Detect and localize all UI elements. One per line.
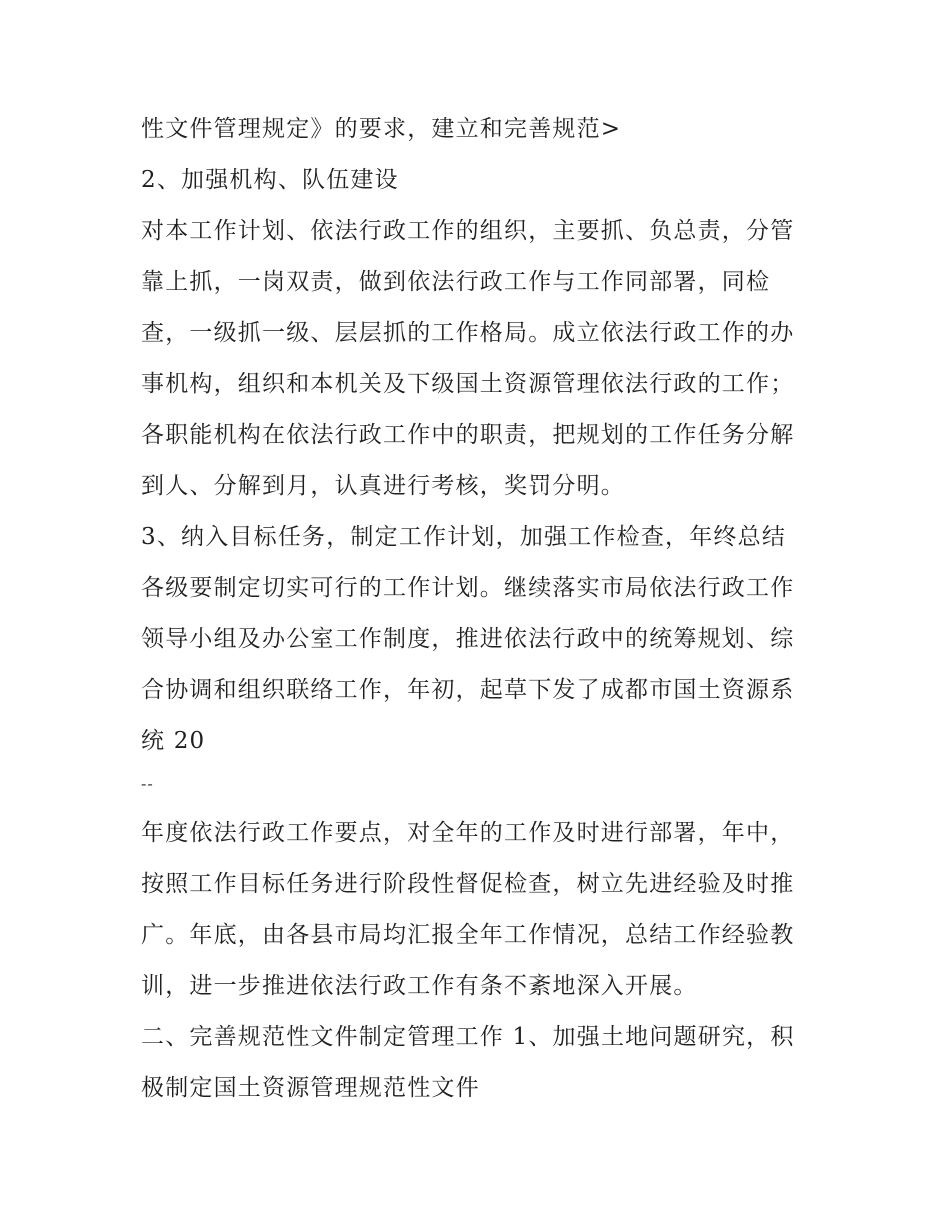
text-line: 性文件管理规定》的要求，建立和完善规范> (141, 116, 622, 142)
text-line: 各级要制定切实可行的工作计划。继续落实市局依法行政工作 (141, 575, 795, 601)
section-heading: 3、纳入目标任务，制定工作计划，加强工作检查，年终总结 (141, 524, 787, 550)
text-line: 极制定国土资源管理规范性文件 (141, 1075, 480, 1101)
text-line: 对本工作计划、依法行政工作的组织，主要抓、负总责，分管 (141, 218, 795, 244)
text-line: 训，进一步推进依法行政工作有条不紊地深入开展。 (141, 973, 698, 999)
text-line: 查，一级抓一级、层层抓的工作格局。成立依法行政工作的办 (141, 320, 795, 346)
text-line: 事机构，组织和本机关及下级国土资源管理依法行政的工作； (141, 371, 795, 397)
page-separator: -- (141, 774, 154, 793)
text-line: 按照工作目标任务进行阶段性督促检查，树立先进经验及时推 (141, 871, 795, 897)
text-line: 到人、分解到月，认真进行考核，奖罚分明。 (141, 473, 625, 499)
text-line: 统 20 (141, 728, 206, 754)
text-line: 各职能机构在依法行政工作中的职责，把规划的工作任务分解 (141, 422, 795, 448)
text-line: 靠上抓，一岗双责，做到依法行政工作与工作同部署，同检 (141, 269, 771, 295)
section-heading: 二、完善规范性文件制定管理工作 1、加强土地问题研究，积 (141, 1024, 795, 1050)
text-line: 年度依法行政工作要点，对全年的工作及时进行部署，年中， (141, 820, 795, 846)
section-heading: 2、加强机构、队伍建设 (141, 167, 399, 193)
text-line: 领导小组及办公室工作制度，推进依法行政中的统筹规划、综 (141, 626, 795, 652)
text-line: 广。年底，由各县市局均汇报全年工作情况，总结工作经验教 (141, 922, 795, 948)
text-line: 合协调和组织联络工作，年初，起草下发了成都市国土资源系 (141, 677, 795, 703)
